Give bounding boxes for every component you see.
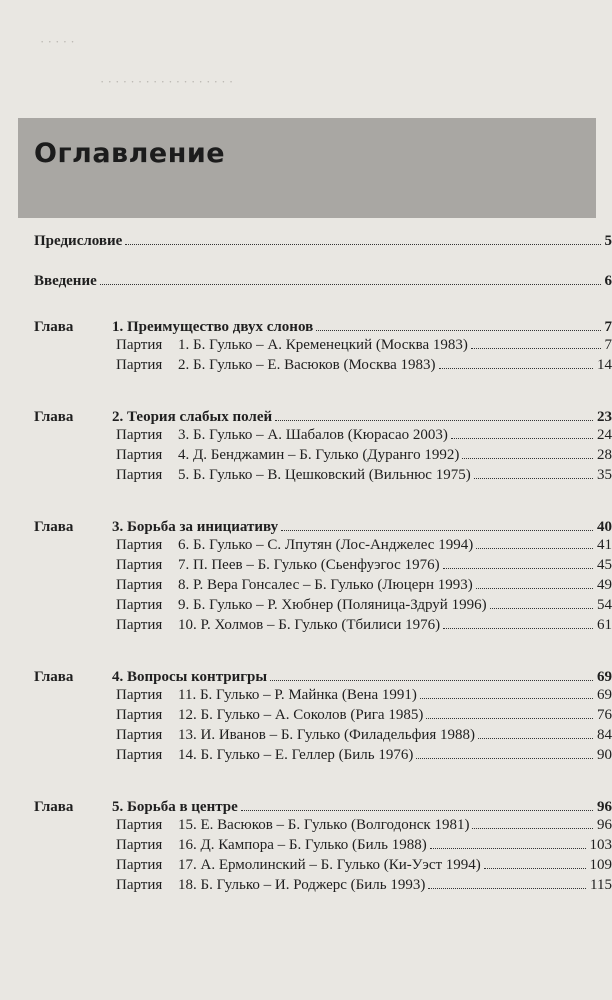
chapter-prefix: Глава — [34, 799, 74, 815]
game-prefix: Партия — [116, 837, 163, 853]
entry-title: Предисловие — [34, 233, 123, 249]
page-number: 115 — [590, 877, 612, 893]
toc-section-entry — [34, 232, 612, 250]
page-number: 90 — [597, 747, 612, 763]
dot-leader — [471, 345, 601, 349]
game-prefix: Партия — [116, 747, 163, 763]
toc-game-entry — [116, 336, 612, 354]
page-number: 54 — [597, 597, 612, 613]
entry-title: 6. Б. Гулько – С. Лпутян (Лос-Анджелес 1994) — [178, 537, 474, 553]
page-number: 96 — [597, 817, 612, 833]
entry-title: 2. Теория слабых полей — [112, 409, 273, 425]
page-number: 5 — [604, 233, 612, 249]
game-prefix: Партия — [116, 447, 163, 463]
page-number: 84 — [597, 727, 612, 743]
game-prefix: Партия — [116, 727, 163, 743]
dot-leader — [478, 735, 593, 739]
dot-leader — [484, 865, 586, 869]
entry-title: 12. Б. Гулько – А. Соколов (Рига 1985) — [178, 707, 424, 723]
toc-game-entry — [116, 536, 612, 554]
page-number: 24 — [597, 427, 612, 443]
page-number: 35 — [597, 467, 612, 483]
toc-chapter-entry — [34, 318, 612, 336]
entry-title: 4. Д. Бенджамин – Б. Гулько (Дуранго 1992) — [178, 447, 460, 463]
dot-leader — [474, 475, 593, 479]
entry-title: 1. Б. Гулько – А. Кременецкий (Москва 1983) — [178, 337, 468, 353]
chapter-prefix: Глава — [34, 519, 74, 535]
entry-title: 2. Б. Гулько – Е. Васюков (Москва 1983) — [178, 357, 436, 373]
dot-leader — [416, 755, 593, 759]
game-prefix: Партия — [116, 817, 163, 833]
page-number: 69 — [597, 669, 612, 685]
dot-leader — [275, 417, 593, 421]
dot-leader — [490, 605, 593, 609]
dot-leader — [426, 715, 593, 719]
page-number: 49 — [597, 577, 612, 593]
game-prefix: Партия — [116, 337, 163, 353]
toc-game-entry — [116, 836, 612, 854]
dot-leader — [428, 885, 586, 889]
entry-title: 5. Борьба в центре — [112, 799, 238, 815]
toc-game-entry — [116, 356, 612, 374]
dot-leader — [443, 625, 593, 629]
game-prefix: Партия — [116, 617, 163, 633]
dot-leader — [462, 455, 593, 459]
dot-leader — [420, 695, 593, 699]
toc-game-entry — [116, 686, 612, 704]
toc-game-entry — [116, 856, 612, 874]
entry-title: 7. П. Пеев – Б. Гулько (Сьенфуэгос 1976) — [178, 557, 440, 573]
entry-title: 3. Борьба за инициативу — [112, 519, 279, 535]
toc-chapter-entry — [34, 668, 612, 686]
toc-game-entry — [116, 746, 612, 764]
toc-game-entry — [116, 576, 612, 594]
page-number: 7 — [604, 319, 612, 335]
dot-leader — [241, 807, 593, 811]
page-number: 109 — [589, 857, 612, 873]
game-prefix: Партия — [116, 577, 163, 593]
toc-game-entry — [116, 426, 612, 444]
dot-leader — [430, 845, 586, 849]
entry-title: 15. Е. Васюков – Б. Гулько (Волгодонск 1981) — [178, 817, 470, 833]
page-number: 14 — [597, 357, 612, 373]
game-prefix: Партия — [116, 877, 163, 893]
toc-game-entry — [116, 556, 612, 574]
toc-game-entry — [116, 876, 612, 894]
page-number: 103 — [589, 837, 612, 853]
toc-game-entry — [116, 726, 612, 744]
chapter-prefix: Глава — [34, 319, 74, 335]
page-number: 40 — [597, 519, 612, 535]
entry-title: 3. Б. Гулько – А. Шабалов (Кюрасао 2003) — [178, 427, 448, 443]
toc-game-entry — [116, 596, 612, 614]
game-prefix: Партия — [116, 357, 163, 373]
entry-title: 17. А. Ермолинский – Б. Гулько (Ки-Уэст 1994) — [178, 857, 481, 873]
entry-title: 1. Преимущество двух слонов — [112, 319, 314, 335]
entry-title: 8. Р. Вера Гонсалес – Б. Гулько (Люцерн 1993) — [178, 577, 473, 593]
toc-chapter-entry — [34, 518, 612, 536]
page-number: 69 — [597, 687, 612, 703]
toc-game-entry — [116, 446, 612, 464]
toc-game-entry — [116, 466, 612, 484]
page-number: 96 — [597, 799, 612, 815]
show-through-text: · · · · · — [40, 34, 75, 49]
page-number: 7 — [604, 337, 612, 353]
entry-title: 11. Б. Гулько – Р. Майнка (Вена 1991) — [178, 687, 417, 703]
dot-leader — [316, 327, 600, 331]
chapter-prefix: Глава — [34, 409, 74, 425]
chapter-prefix: Глава — [34, 669, 74, 685]
dot-leader — [125, 241, 600, 245]
dot-leader — [451, 435, 593, 439]
entry-title: 9. Б. Гулько – Р. Хюбнер (Поляница-Здруй 1996) — [178, 597, 487, 613]
dot-leader — [439, 365, 593, 369]
page-number: 41 — [597, 537, 612, 553]
show-through-text: · · · · · · · · · · · · · · · · · · — [100, 74, 234, 89]
dot-leader — [476, 585, 593, 589]
entry-title: 16. Д. Кампора – Б. Гулько (Биль 1988) — [178, 837, 427, 853]
entry-title: 13. И. Иванов – Б. Гулько (Филадельфия 1988) — [178, 727, 475, 743]
page-title: Оглавление — [34, 138, 226, 169]
game-prefix: Партия — [116, 427, 163, 443]
entry-title: 5. Б. Гулько – В. Цешковский (Вильнюс 1975) — [178, 467, 471, 483]
game-prefix: Партия — [116, 597, 163, 613]
dot-leader — [443, 565, 593, 569]
page-number: 23 — [597, 409, 612, 425]
entry-title: Введение — [34, 273, 97, 289]
entry-title: 10. Р. Холмов – Б. Гулько (Тбилиси 1976) — [178, 617, 441, 633]
toc-section-entry — [34, 272, 612, 290]
toc-chapter-entry — [34, 798, 612, 816]
game-prefix: Партия — [116, 857, 163, 873]
game-prefix: Партия — [116, 557, 163, 573]
page-number: 45 — [597, 557, 612, 573]
toc-game-entry — [116, 706, 612, 724]
dot-leader — [472, 825, 593, 829]
dot-leader — [281, 527, 593, 531]
game-prefix: Партия — [116, 467, 163, 483]
page-number: 28 — [597, 447, 612, 463]
page-number: 61 — [597, 617, 612, 633]
game-prefix: Партия — [116, 537, 163, 553]
entry-title: 4. Вопросы контригры — [112, 669, 268, 685]
toc-game-entry — [116, 816, 612, 834]
page-number: 76 — [597, 707, 612, 723]
entry-title: 14. Б. Гулько – Е. Геллер (Биль 1976) — [178, 747, 414, 763]
game-prefix: Партия — [116, 687, 163, 703]
title-banner — [18, 118, 596, 218]
entry-title: 18. Б. Гулько – И. Роджерс (Биль 1993) — [178, 877, 426, 893]
page-number: 6 — [604, 273, 612, 289]
dot-leader — [476, 545, 593, 549]
toc-chapter-entry — [34, 408, 612, 426]
toc-game-entry — [116, 616, 612, 634]
game-prefix: Партия — [116, 707, 163, 723]
dot-leader — [100, 281, 601, 285]
dot-leader — [270, 677, 593, 681]
